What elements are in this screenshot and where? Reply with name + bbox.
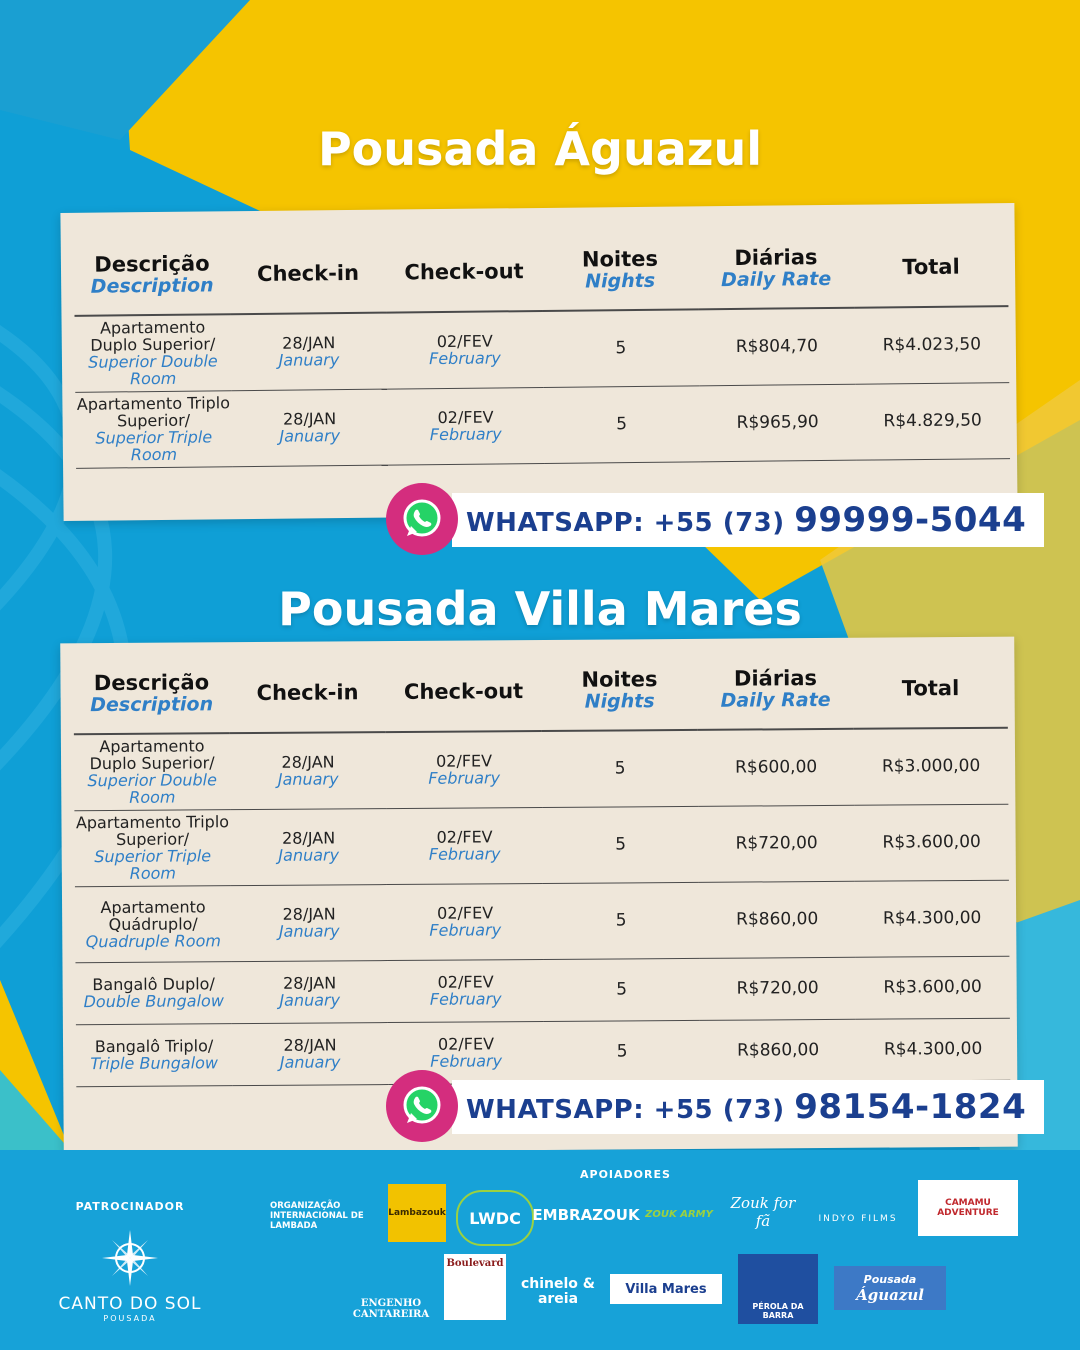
col-total: Total <box>853 649 1008 729</box>
cell-total: R$3.600,00 <box>855 956 1009 1019</box>
cell-nights: 5 <box>542 806 699 883</box>
sponsor-logo-canto-do-sol: CANTO DO SOL POUSADA <box>58 1230 202 1323</box>
cell-checkout: 02/FEV February <box>388 1021 544 1084</box>
col-total: Total <box>854 227 1009 308</box>
cell-nights: 5 <box>544 1020 700 1083</box>
cell-checkin: 28/JAN January <box>231 960 387 1023</box>
logo-chinelo-areia: chinelo & areia <box>520 1276 596 1307</box>
cell-total: R$4.300,00 <box>855 880 1010 957</box>
col-checkout: Check-out <box>385 652 542 732</box>
cell-nights: 5 <box>542 730 699 807</box>
table-row <box>75 880 1010 963</box>
cell-checkout: 02/FEV February <box>386 807 543 884</box>
col-checkin: Check-in <box>229 653 386 733</box>
table-header-row <box>74 227 1009 316</box>
cell-checkout: 02/FEV February <box>387 387 544 465</box>
cell-checkin: 28/JAN January <box>231 884 388 961</box>
cell-description: Bangalô Triplo/ Triple Bungalow <box>76 1023 232 1086</box>
table-row <box>74 804 1009 887</box>
whatsapp-label: WHATSAPP: +55 (73) <box>466 1095 785 1125</box>
cell-description: Apartamento Triplo Superior/ Superior Triple Room <box>74 809 231 886</box>
whatsapp-number: 98154-1824 <box>794 1087 1027 1127</box>
hotel-title-aguazul: Pousada Águazul <box>317 122 763 176</box>
logo-pousada-aguazul: Pousada Águazul <box>834 1266 946 1310</box>
cell-checkin: 28/JAN January <box>230 313 387 391</box>
table-header-row <box>73 649 1008 735</box>
table-row <box>76 1018 1010 1087</box>
cell-daily-rate: R$600,00 <box>698 729 855 806</box>
whatsapp-number: 99999-5044 <box>794 500 1027 540</box>
cell-checkout: 02/FEV February <box>387 883 544 960</box>
cell-nights: 5 <box>542 309 699 387</box>
logo-zouk-for-fa: Zouk for fã <box>730 1194 796 1230</box>
logo-boulevard: Boulevard <box>444 1254 506 1320</box>
cell-nights: 5 <box>543 882 700 959</box>
logo-perola-da-barra: PÉROLA DA BARRA <box>738 1254 818 1324</box>
whatsapp-icon <box>386 483 458 555</box>
rates-table-villa-mares <box>73 649 1010 1087</box>
cell-daily-rate: R$720,00 <box>698 805 855 882</box>
col-checkin: Check-in <box>230 234 387 315</box>
logo-villa-mares: Villa Mares <box>610 1274 722 1304</box>
cell-description: Apartamento Duplo Superior/ Superior Double Room <box>74 733 231 810</box>
cell-checkout: 02/FEV February <box>387 959 543 1022</box>
cell-daily-rate: R$720,00 <box>699 957 855 1020</box>
cell-total: R$4.300,00 <box>856 1018 1010 1081</box>
rates-panel-aguazul <box>60 203 1017 521</box>
table-row <box>74 306 1009 392</box>
logo-engenho-cantareira: ENGENHO CANTAREIRA <box>352 1298 430 1320</box>
cell-description: Apartamento Quádruplo/ Quadruple Room <box>75 885 232 962</box>
cell-total: R$3.600,00 <box>854 804 1009 881</box>
logo-indyo-films: INDYO FILMS <box>818 1214 898 1224</box>
cell-total: R$3.000,00 <box>854 728 1009 805</box>
cell-nights: 5 <box>543 385 700 463</box>
logo-camamu-adventure: CAMAMU ADVENTURE <box>918 1180 1018 1236</box>
table-row <box>75 956 1009 1025</box>
cell-checkout: 02/FEV February <box>386 731 543 808</box>
cell-daily-rate: R$860,00 <box>699 881 856 958</box>
logo-embrazouk: EMBRAZOUK <box>532 1206 640 1224</box>
whatsapp-label: WHATSAPP: +55 (73) <box>466 508 785 538</box>
col-daily-rate: Diárias Daily Rate <box>698 229 855 310</box>
whatsapp-contact-villa-mares[interactable] <box>452 1080 1044 1134</box>
cell-checkin: 28/JAN January <box>231 389 388 467</box>
cell-total: R$4.023,50 <box>854 306 1009 384</box>
hotel-title-villa-mares: Pousada Villa Mares <box>278 582 802 636</box>
cell-checkin: 28/JAN January <box>230 808 387 885</box>
rates-table-aguazul <box>74 227 1010 468</box>
cell-daily-rate: R$860,00 <box>700 1019 856 1082</box>
logo-lambazouk: Lambazouk <box>388 1184 446 1242</box>
col-nights: Noites Nights <box>541 651 698 731</box>
cell-description: Bangalô Duplo/ Double Bungalow <box>75 961 231 1024</box>
compass-rose-icon <box>102 1230 158 1286</box>
cell-description: Apartamento Triplo Superior/ Superior Triple Room <box>75 390 232 468</box>
cell-checkin: 28/JAN January <box>230 732 387 809</box>
whatsapp-contact-aguazul[interactable] <box>452 493 1044 547</box>
col-nights: Noites Nights <box>542 230 699 311</box>
cell-total: R$4.829,50 <box>855 382 1010 460</box>
sponsor-label: PATROCINADOR <box>75 1200 185 1213</box>
cell-daily-rate: R$804,70 <box>698 308 855 386</box>
supporters-label: APOIADORES <box>580 1168 671 1181</box>
table-row <box>74 728 1009 811</box>
col-checkout: Check-out <box>386 232 543 313</box>
cell-checkin: 28/JAN January <box>232 1022 388 1085</box>
logo-lwdc: LWDC <box>456 1190 534 1246</box>
logo-oil: ORGANIZAÇÃO INTERNACIONAL DE LAMBADA <box>270 1201 364 1231</box>
cell-nights: 5 <box>543 958 699 1021</box>
col-description: Descrição Description <box>73 654 230 734</box>
col-description: Descrição Description <box>74 235 231 316</box>
cell-daily-rate: R$965,90 <box>699 384 856 462</box>
table-row <box>75 382 1010 468</box>
logo-zouk-army: ZOUK ARMY <box>645 1208 713 1220</box>
rates-panel-villa-mares <box>60 637 1018 1154</box>
whatsapp-icon <box>386 1070 458 1142</box>
sponsors-footer <box>0 1150 1080 1350</box>
cell-checkout: 02/FEV February <box>386 311 543 389</box>
cell-description: Apartamento Duplo Superior/ Superior Double Room <box>74 314 231 392</box>
col-daily-rate: Diárias Daily Rate <box>697 650 854 730</box>
